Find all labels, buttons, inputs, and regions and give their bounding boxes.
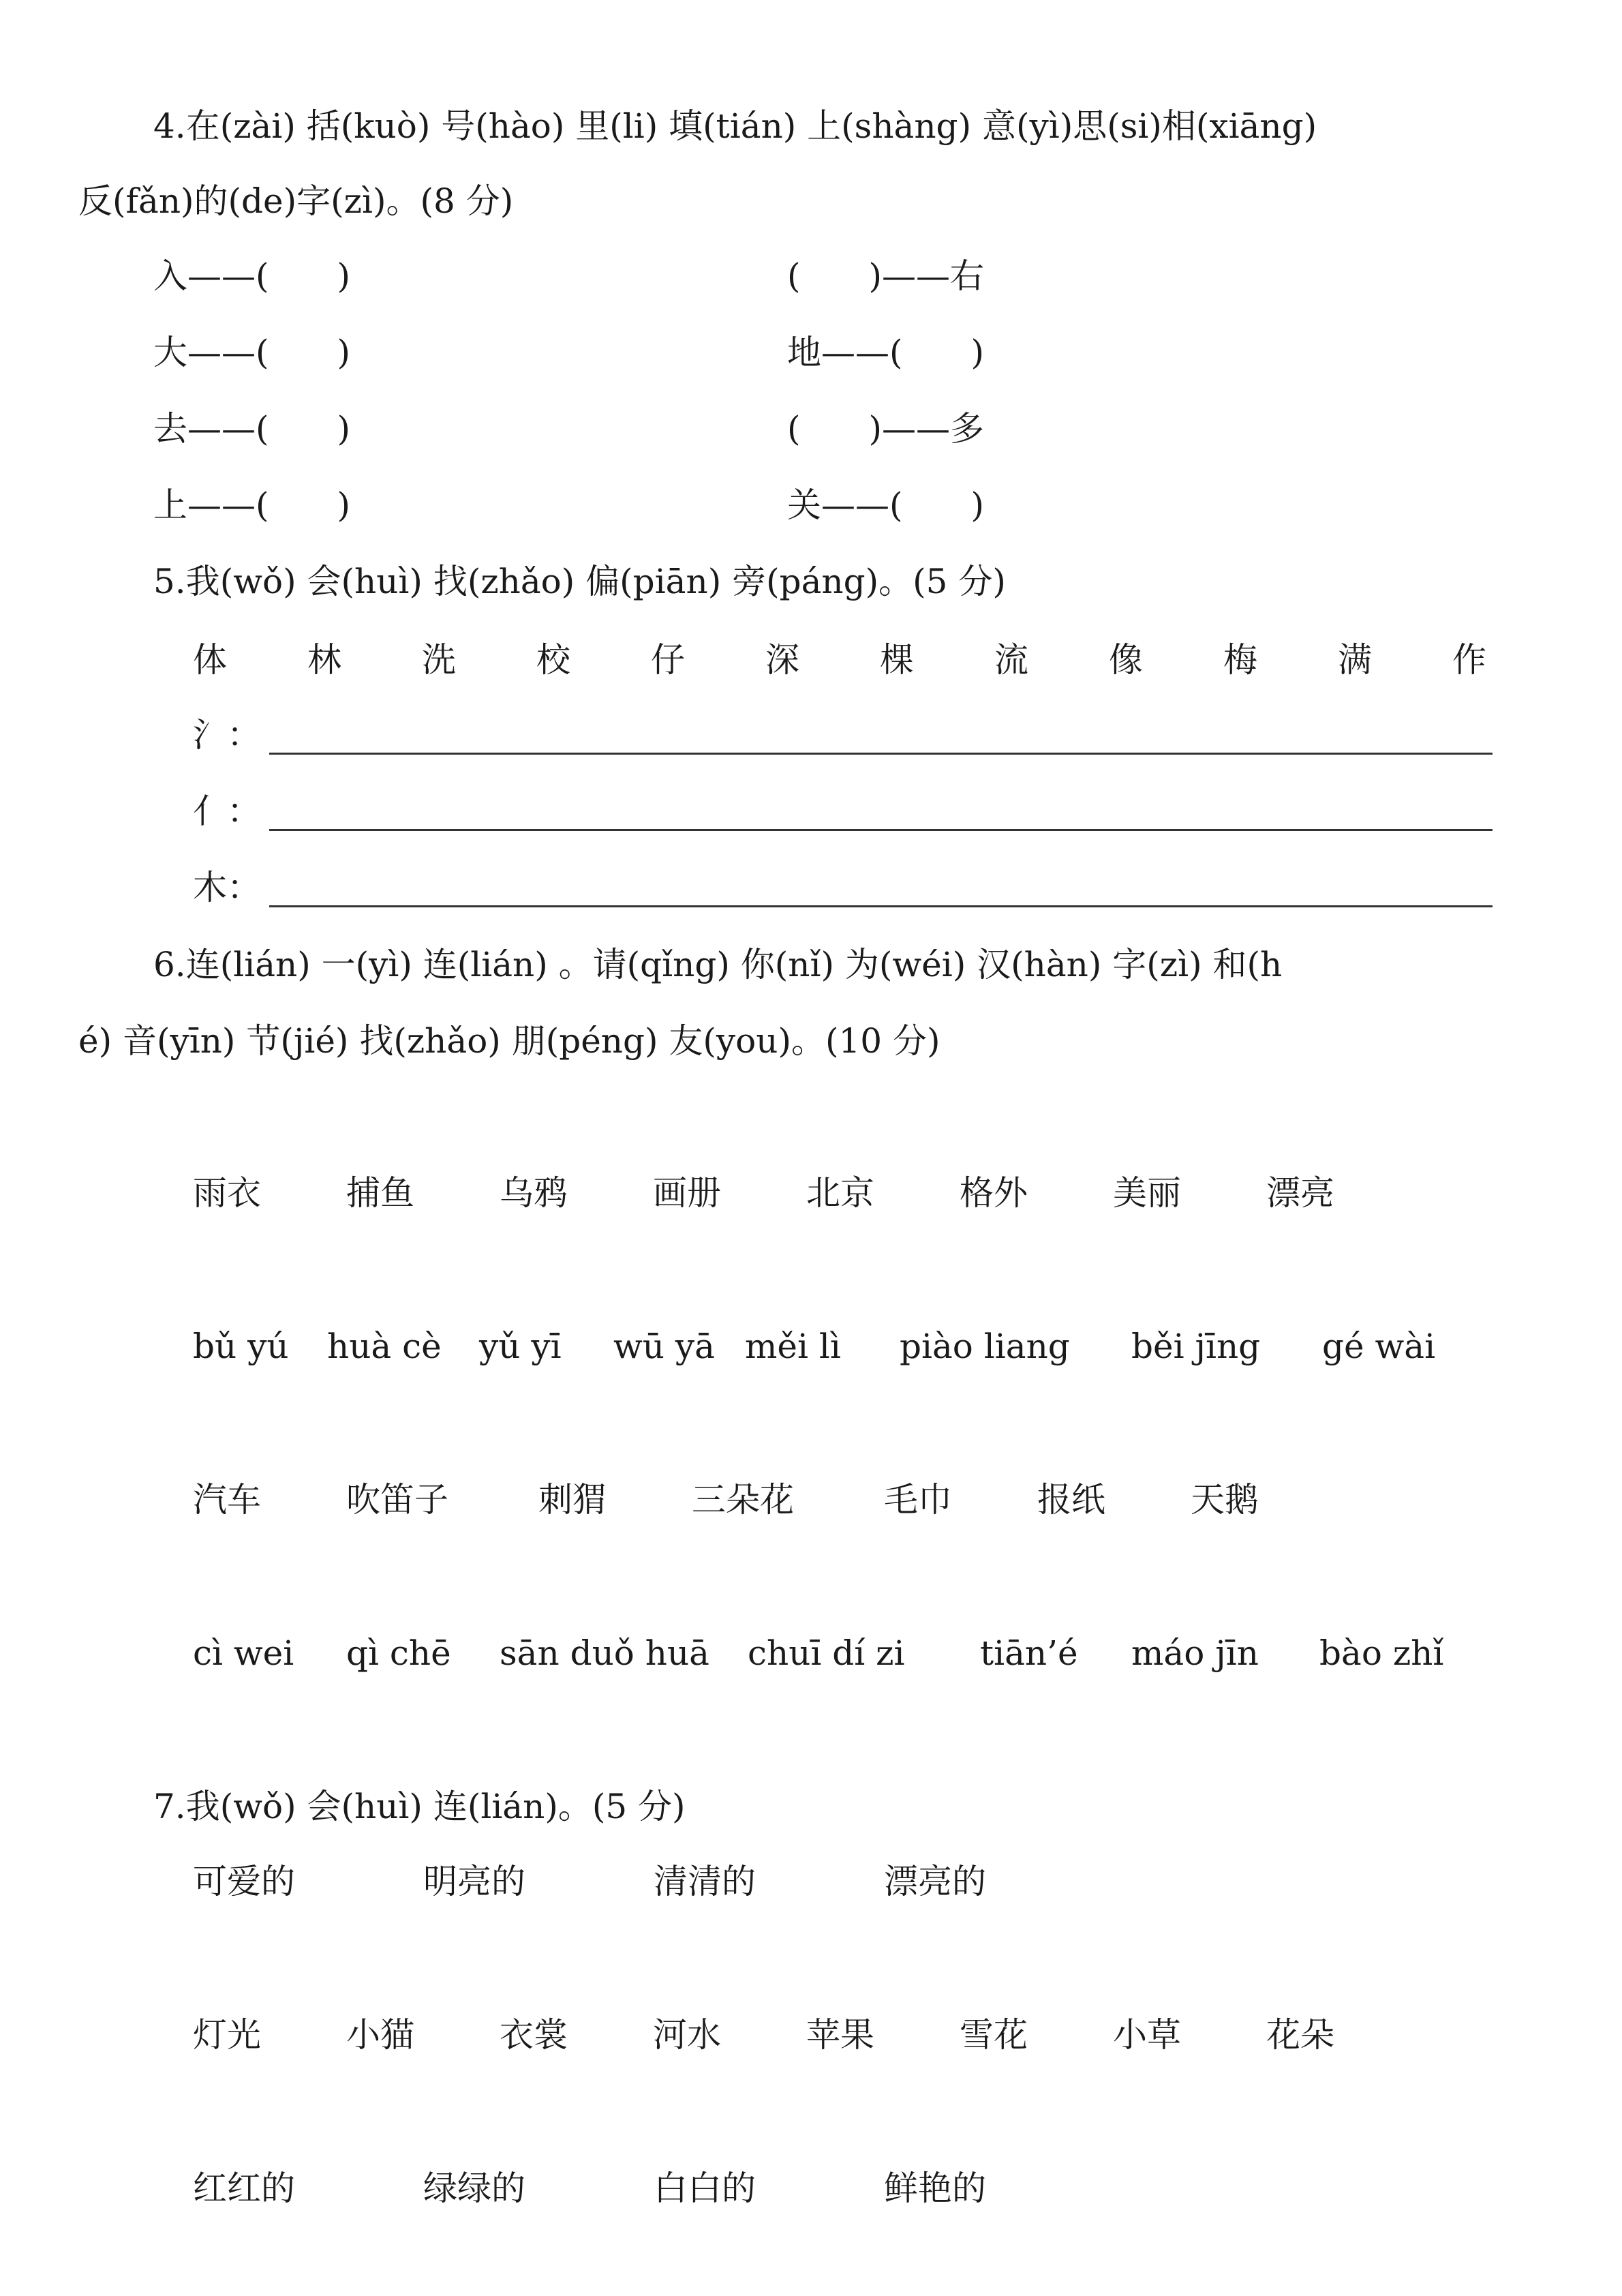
q4-left-item: 去——( ) bbox=[153, 409, 351, 449]
q5-title: 5.我(wǒ) 会(huì) 找(zhǎo) 偏(piān) 旁(páng)。(5 分) bbox=[153, 562, 1006, 601]
q6-word[interactable]: 天鹅 bbox=[1191, 1480, 1259, 1520]
q4-right-item: 关——( ) bbox=[787, 485, 985, 525]
q6-word[interactable]: 刺猬 bbox=[538, 1480, 607, 1520]
q4-left-item: 上——( ) bbox=[153, 485, 351, 525]
q6-word[interactable]: 报纸 bbox=[1037, 1480, 1105, 1520]
q6-word[interactable]: 汽车 bbox=[193, 1480, 261, 1520]
q4-title-line2: 反(fǎn)的(de)字(zì)。(8 分) bbox=[78, 181, 514, 221]
q6-pinyin[interactable]: sān duǒ huā bbox=[500, 1633, 709, 1673]
q6-word[interactable]: 北京 bbox=[806, 1173, 874, 1213]
q7-noun[interactable]: 灯光 bbox=[193, 2015, 261, 2055]
q5-char: 洗 bbox=[422, 640, 456, 680]
q6-pinyin[interactable]: gé wài bbox=[1322, 1327, 1436, 1366]
q5-char: 棵 bbox=[880, 640, 914, 680]
q6-word[interactable]: 毛巾 bbox=[884, 1480, 952, 1520]
q7-adjective[interactable]: 可爱的 bbox=[193, 1862, 295, 1901]
q5-char: 校 bbox=[536, 640, 570, 680]
q6-pinyin[interactable]: piào liang bbox=[900, 1327, 1070, 1366]
q5-radical-label-wood: 木： bbox=[193, 868, 261, 907]
q7-adjective[interactable]: 漂亮的 bbox=[884, 1862, 986, 1901]
q6-pinyin[interactable]: tiān’é bbox=[980, 1633, 1078, 1673]
q5-answer-line-wood[interactable] bbox=[269, 905, 1493, 907]
q6-word[interactable]: 格外 bbox=[960, 1173, 1028, 1213]
q6-pinyin[interactable]: qì chē bbox=[346, 1633, 451, 1673]
q4-right-item: ( )——多 bbox=[787, 409, 985, 449]
q7-noun[interactable]: 花朵 bbox=[1266, 2015, 1334, 2055]
q5-char: 满 bbox=[1338, 640, 1372, 680]
q7-adjective[interactable]: 明亮的 bbox=[423, 1862, 525, 1901]
q5-char: 林 bbox=[307, 640, 341, 680]
q6-word[interactable]: 捕鱼 bbox=[346, 1173, 414, 1213]
q5-char: 作 bbox=[1452, 640, 1486, 680]
q6-pinyin[interactable]: yǔ yī bbox=[479, 1327, 562, 1366]
q7-noun[interactable]: 小草 bbox=[1113, 2015, 1181, 2055]
q5-radical-label-water: 氵： bbox=[193, 715, 261, 755]
q5-char: 梅 bbox=[1223, 640, 1257, 680]
q5-char: 体 bbox=[193, 640, 227, 680]
q5-answer-line-water[interactable] bbox=[269, 753, 1493, 755]
q7-noun[interactable]: 衣裳 bbox=[500, 2015, 568, 2055]
q4-right-item: ( )——右 bbox=[787, 256, 985, 296]
q7-noun[interactable]: 河水 bbox=[653, 2015, 721, 2055]
q6-word[interactable]: 雨衣 bbox=[193, 1173, 261, 1213]
q6-title-line1: 6.连(lián) 一(yì) 连(lián) 。请(qǐng) 你(nǐ) 为(wéi) 汉(hàn) 字(zì) 和(h bbox=[153, 945, 1283, 984]
q7-noun[interactable]: 雪花 bbox=[960, 2015, 1028, 2055]
q5-radical-label-person: 亻： bbox=[193, 791, 261, 831]
q7-adjective[interactable]: 绿绿的 bbox=[423, 2169, 525, 2208]
q6-word[interactable]: 三朵花 bbox=[692, 1480, 794, 1520]
q4-left-item: 大——( ) bbox=[153, 333, 351, 372]
q6-word[interactable]: 乌鸦 bbox=[500, 1173, 568, 1213]
q6-pinyin[interactable]: huà cè bbox=[327, 1327, 442, 1366]
q6-pinyin[interactable]: bǔ yú bbox=[193, 1327, 289, 1366]
q7-title: 7.我(wǒ) 会(huì) 连(lián)。(5 分) bbox=[153, 1787, 686, 1826]
q6-pinyin[interactable]: chuī dí zi bbox=[748, 1633, 905, 1673]
q6-pinyin[interactable]: běi jīng bbox=[1131, 1327, 1261, 1366]
q7-adjective[interactable]: 鲜艳的 bbox=[884, 2169, 986, 2208]
q6-pinyin[interactable]: cì wei bbox=[193, 1633, 294, 1673]
q5-char: 像 bbox=[1109, 640, 1143, 680]
q7-adjective[interactable]: 白白的 bbox=[654, 2169, 756, 2208]
q5-answer-line-person[interactable] bbox=[269, 829, 1493, 831]
q6-word[interactable]: 美丽 bbox=[1113, 1173, 1181, 1213]
q6-pinyin[interactable]: měi lì bbox=[745, 1327, 841, 1366]
q4-right-item: 地——( ) bbox=[787, 333, 985, 372]
q6-pinyin[interactable]: máo jīn bbox=[1131, 1633, 1259, 1673]
q5-char: 深 bbox=[765, 640, 799, 680]
q7-noun[interactable]: 小猫 bbox=[346, 2015, 414, 2055]
q7-noun[interactable]: 苹果 bbox=[806, 2015, 874, 2055]
q4-title-line1: 4.在(zài) 括(kuò) 号(hào) 里(li) 填(tián) 上(shàng) 意(yì)思(si)相(xiāng) bbox=[153, 106, 1317, 146]
q6-word[interactable]: 画册 bbox=[653, 1173, 721, 1213]
q7-adjective[interactable]: 清清的 bbox=[654, 1862, 756, 1901]
q5-char: 流 bbox=[994, 640, 1028, 680]
q6-word[interactable]: 漂亮 bbox=[1266, 1173, 1334, 1213]
q4-left-item: 入——( ) bbox=[153, 256, 351, 296]
q6-pinyin[interactable]: bào zhǐ bbox=[1319, 1633, 1444, 1673]
q6-pinyin[interactable]: wū yā bbox=[613, 1327, 715, 1366]
q6-word[interactable]: 吹笛子 bbox=[346, 1480, 448, 1520]
q5-char: 仔 bbox=[651, 640, 685, 680]
q7-adjective[interactable]: 红红的 bbox=[193, 2169, 295, 2208]
q6-title-line2: é) 音(yīn) 节(jié) 找(zhǎo) 朋(péng) 友(you)。(10 分) bbox=[78, 1021, 940, 1061]
